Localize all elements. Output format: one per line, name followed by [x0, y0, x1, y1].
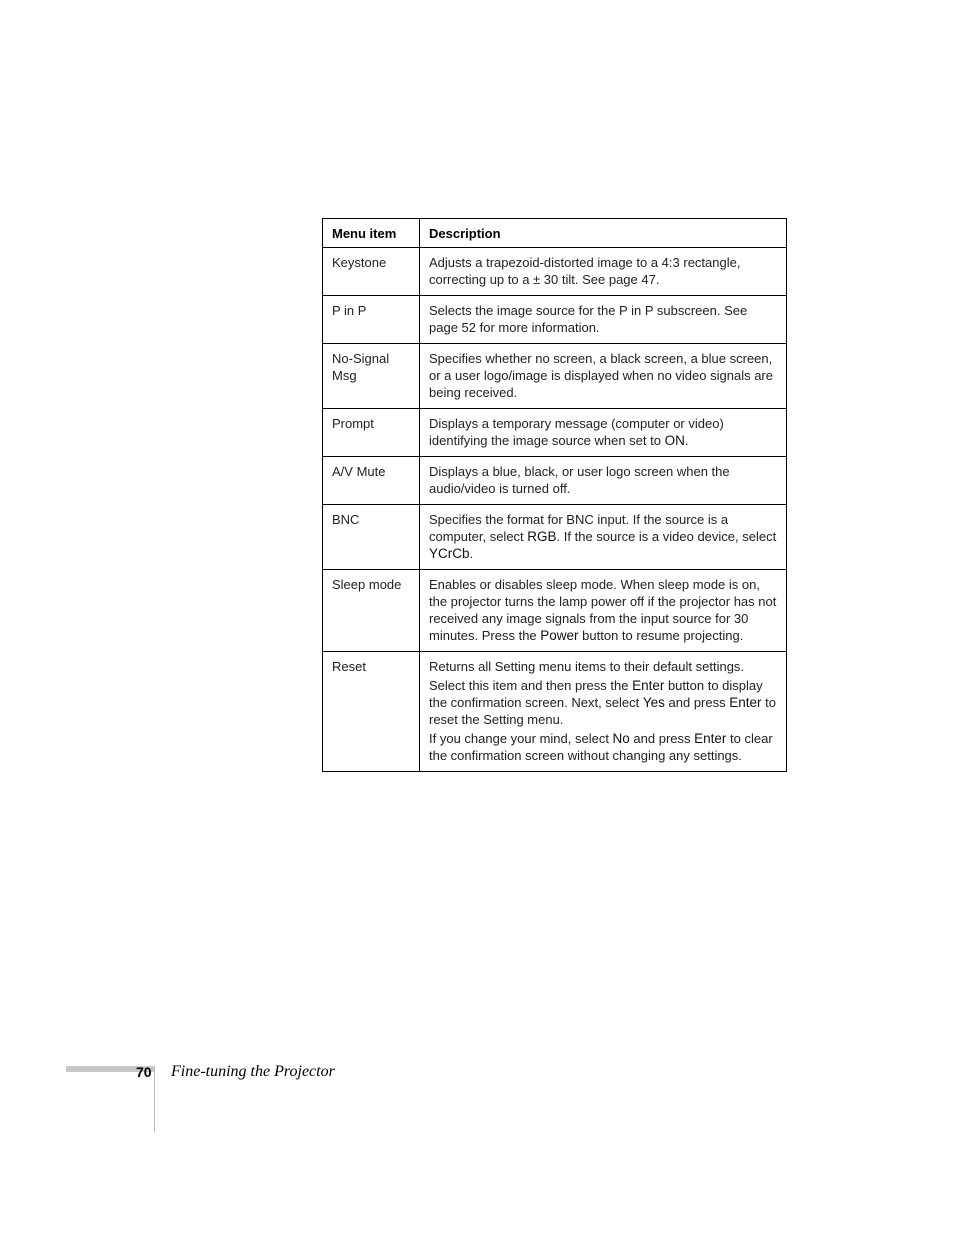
description-text: Adjusts a trapezoid-distorted image to a 4:3 rectangle, correcting up to a ± 30 tilt. See page 47.	[429, 255, 741, 287]
menu-keyword: Power	[540, 628, 579, 643]
table-row	[323, 344, 787, 409]
description-text: Displays a blue, black, or user logo screen when the audio/video is turned off.	[429, 464, 730, 496]
description-text: and press	[664, 695, 730, 710]
description-paragraph	[429, 254, 777, 288]
menu-keyword: Enter	[632, 678, 665, 693]
menu-item-cell: Reset	[323, 652, 420, 772]
description-text: Displays a temporary message (computer or video) identifying the image source when set to	[429, 416, 724, 448]
description-paragraph	[429, 415, 777, 449]
description-text: .	[684, 433, 689, 448]
description-text: Enables or disables sleep mode. When sleep mode is on, the projector turns the lamp power off if the projector has not received any image signals from the input source for 30 minutes. Press the	[429, 577, 777, 643]
description-text: button to resume projecting.	[578, 628, 744, 643]
description-cell	[420, 409, 787, 457]
description-text: to reset the Setting menu.	[429, 695, 776, 727]
description-text: Select this item and then press the	[429, 678, 633, 693]
table-row	[323, 409, 787, 457]
description-text: Selects the image source for the P in P subscreen. See page 52 for more information.	[429, 303, 748, 335]
footer-rule	[154, 1066, 155, 1132]
menu-keyword: No	[612, 731, 630, 746]
description-text: Returns all Setting menu items to their default settings.	[429, 659, 745, 674]
description-cell	[420, 457, 787, 505]
table-body	[323, 248, 787, 772]
header-menu-item: Menu item	[323, 219, 420, 248]
description-paragraph	[429, 730, 777, 764]
description-paragraph	[429, 511, 777, 562]
menu-item-cell: No-Signal Msg	[323, 344, 420, 409]
description-cell	[420, 344, 787, 409]
description-paragraph	[429, 677, 777, 728]
menu-keyword: RGB	[527, 529, 557, 544]
menu-item-cell: BNC	[323, 505, 420, 570]
menu-keyword: YCrCb	[429, 546, 470, 561]
description-paragraph	[429, 658, 777, 675]
table-row	[323, 248, 787, 296]
menu-item-cell: Sleep mode	[323, 570, 420, 652]
menu-item-cell: Prompt	[323, 409, 420, 457]
description-paragraph	[429, 576, 777, 644]
description-text: button to display the confirmation screen. Next, select	[429, 678, 763, 710]
table-row	[323, 570, 787, 652]
description-text: Specifies whether no screen, a black screen, a blue screen, or a user logo/image is displayed when no video signals are being received.	[429, 351, 773, 400]
description-paragraph	[429, 350, 777, 401]
page-number: 70	[136, 1064, 152, 1080]
menu-item-cell: Keystone	[323, 248, 420, 296]
menu-keyword: Yes	[642, 695, 665, 710]
description-cell	[420, 248, 787, 296]
menu-keyword: Enter	[694, 731, 727, 746]
table-row	[323, 296, 787, 344]
menu-item-cell: A/V Mute	[323, 457, 420, 505]
menu-keyword: ON	[664, 433, 685, 448]
menu-table	[322, 218, 787, 772]
section-title: Fine-tuning the Projector	[171, 1063, 335, 1080]
description-cell	[420, 652, 787, 772]
description-text: and press	[629, 731, 695, 746]
description-text: Specifies the format for BNC input. If the source is a computer, select	[429, 512, 729, 544]
description-text: If you change your mind, select	[429, 731, 613, 746]
table-row	[323, 505, 787, 570]
table-row	[323, 457, 787, 505]
description-cell	[420, 505, 787, 570]
description-cell	[420, 296, 787, 344]
menu-keyword: Enter	[729, 695, 762, 710]
description-paragraph	[429, 302, 777, 336]
table-header-row	[323, 219, 787, 248]
description-text: .	[469, 546, 474, 561]
header-description: Description	[420, 219, 787, 248]
description-text: . If the source is a video device, select	[556, 529, 777, 544]
description-text: to clear the confirmation screen without changing any settings.	[429, 731, 773, 763]
description-cell	[420, 570, 787, 652]
menu-item-cell: P in P	[323, 296, 420, 344]
description-paragraph	[429, 463, 777, 497]
table-row	[323, 652, 787, 772]
